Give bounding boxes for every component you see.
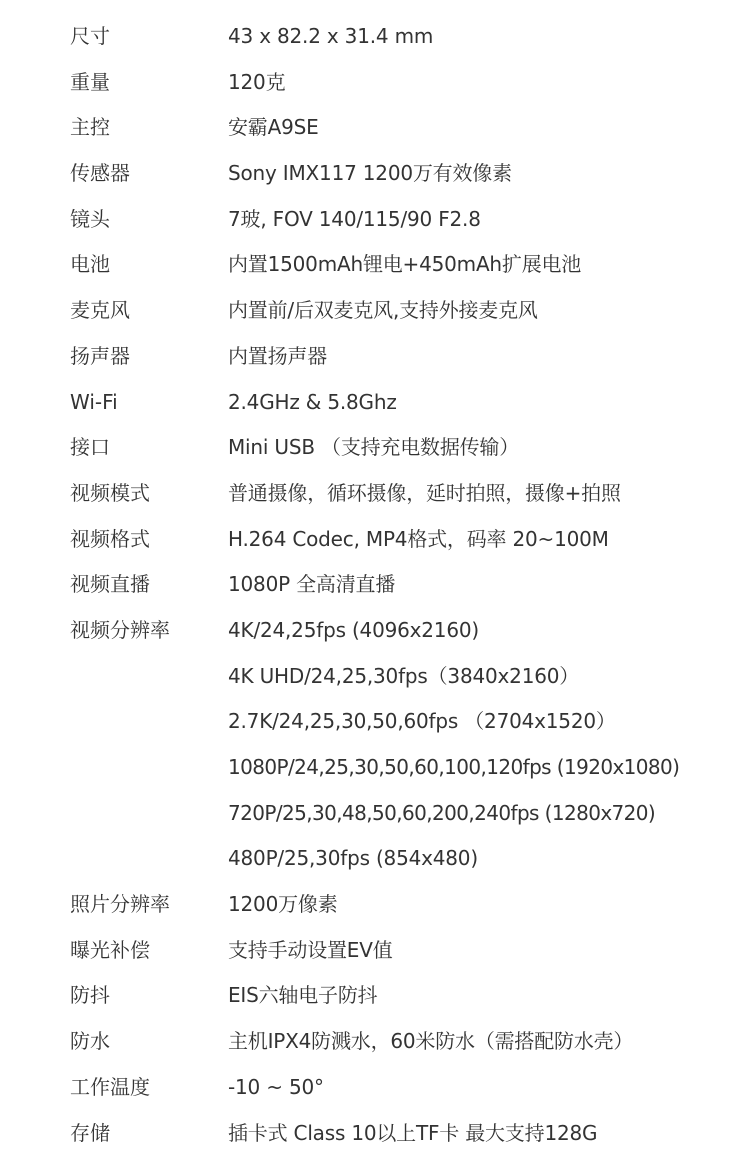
spec-label: 曝光补偿 bbox=[70, 937, 150, 962]
spec-value: 2.4GHz & 5.8Ghz bbox=[228, 389, 397, 414]
spec-value: Sony IMX117 1200万有效像素 bbox=[228, 161, 512, 186]
spec-values bbox=[228, 197, 750, 243]
spec-label: 接口 bbox=[70, 435, 110, 460]
spec-value: 1080P/24,25,30,50,60,100,120fps (1920x1080) bbox=[228, 755, 680, 779]
spec-row bbox=[0, 471, 750, 517]
spec-value: 1200万像素 bbox=[228, 892, 338, 917]
spec-value: 720P/25,30,48,50,60,200,240fps (1280x720) bbox=[228, 800, 656, 825]
spec-values bbox=[228, 151, 750, 197]
spec-label: 视频模式 bbox=[70, 480, 150, 505]
spec-value: 普通摄像，循环摄像，延时拍照，摄像+拍照 bbox=[228, 480, 621, 505]
spec-label: Wi-Fi bbox=[70, 389, 118, 414]
spec-label: 镜头 bbox=[70, 206, 110, 231]
spec-value: 内置1500mAh锂电+450mAh扩展电池 bbox=[228, 252, 582, 277]
spec-values bbox=[228, 882, 750, 928]
spec-row bbox=[0, 288, 750, 334]
spec-value: 内置扬声器 bbox=[228, 343, 327, 368]
spec-row bbox=[0, 882, 750, 928]
spec-value: 43 x 82.2 x 31.4 mm bbox=[228, 24, 434, 48]
spec-table bbox=[0, 14, 750, 1156]
spec-label: 视频分辨率 bbox=[70, 617, 170, 642]
spec-values bbox=[228, 1065, 750, 1111]
spec-value: 120克 bbox=[228, 69, 286, 94]
spec-value: 内置前/后双麦克风,支持外接麦克风 bbox=[228, 298, 538, 323]
spec-row bbox=[0, 60, 750, 106]
spec-row bbox=[0, 151, 750, 197]
spec-value: 480P/25,30fps (854x480) bbox=[228, 846, 478, 871]
spec-row bbox=[0, 334, 750, 380]
spec-label: 工作温度 bbox=[70, 1074, 150, 1099]
spec-value: -10 ~ 50° bbox=[228, 1074, 324, 1099]
spec-row bbox=[0, 197, 750, 243]
spec-label: 主控 bbox=[70, 115, 110, 140]
spec-value: 主机IPX4防溅水，60米防水（需搭配防水壳） bbox=[228, 1029, 634, 1054]
spec-row bbox=[0, 380, 750, 426]
spec-values bbox=[228, 334, 750, 380]
spec-values bbox=[228, 608, 750, 882]
spec-row bbox=[0, 517, 750, 563]
spec-values bbox=[228, 60, 750, 106]
spec-label: 尺寸 bbox=[70, 24, 110, 48]
spec-label: 传感器 bbox=[70, 161, 130, 186]
spec-row bbox=[0, 608, 750, 882]
spec-values bbox=[228, 380, 750, 426]
spec-label: 电池 bbox=[70, 252, 110, 277]
spec-values bbox=[228, 14, 750, 60]
spec-label: 视频格式 bbox=[70, 526, 150, 551]
spec-values bbox=[228, 1111, 750, 1157]
spec-values bbox=[228, 288, 750, 334]
spec-values bbox=[228, 105, 750, 151]
spec-label: 照片分辨率 bbox=[70, 892, 170, 917]
spec-values bbox=[228, 562, 750, 608]
spec-values bbox=[228, 1019, 750, 1065]
spec-value: EIS六轴电子防抖 bbox=[228, 983, 378, 1008]
spec-row bbox=[0, 105, 750, 151]
spec-value: 7玻, FOV 140/115/90 F2.8 bbox=[228, 206, 481, 231]
spec-value: 安霸A9SE bbox=[228, 115, 319, 140]
spec-label: 麦克风 bbox=[70, 298, 130, 323]
spec-row bbox=[0, 425, 750, 471]
spec-values bbox=[228, 471, 750, 517]
spec-label: 视频直播 bbox=[70, 572, 150, 597]
spec-label: 防抖 bbox=[70, 983, 110, 1008]
spec-row bbox=[0, 1111, 750, 1157]
spec-row bbox=[0, 242, 750, 288]
spec-value: 4K UHD/24,25,30fps（3840x2160） bbox=[228, 663, 580, 688]
spec-values bbox=[228, 425, 750, 471]
spec-value: 支持手动设置EV值 bbox=[228, 937, 393, 962]
spec-value: 插卡式 Class 10以上TF卡 最大支持128G bbox=[228, 1120, 598, 1145]
spec-value: 4K/24,25fps (4096x2160) bbox=[228, 617, 479, 642]
spec-label: 防水 bbox=[70, 1029, 110, 1054]
spec-value: H.264 Codec, MP4格式，码率 20~100M bbox=[228, 526, 609, 551]
spec-values bbox=[228, 928, 750, 974]
spec-row bbox=[0, 562, 750, 608]
spec-values bbox=[228, 242, 750, 288]
spec-row bbox=[0, 1065, 750, 1111]
spec-values bbox=[228, 973, 750, 1019]
spec-value: 2.7K/24,25,30,50,60fps （2704x1520） bbox=[228, 709, 616, 734]
spec-row bbox=[0, 1019, 750, 1065]
spec-label: 重量 bbox=[70, 69, 110, 94]
spec-value: 1080P 全高清直播 bbox=[228, 572, 396, 597]
spec-row bbox=[0, 14, 750, 60]
spec-row bbox=[0, 973, 750, 1019]
spec-value: Mini USB （支持充电数据传输） bbox=[228, 435, 520, 460]
spec-label: 存储 bbox=[70, 1120, 110, 1145]
spec-row bbox=[0, 928, 750, 974]
spec-label: 扬声器 bbox=[70, 343, 130, 368]
spec-values bbox=[228, 517, 750, 563]
